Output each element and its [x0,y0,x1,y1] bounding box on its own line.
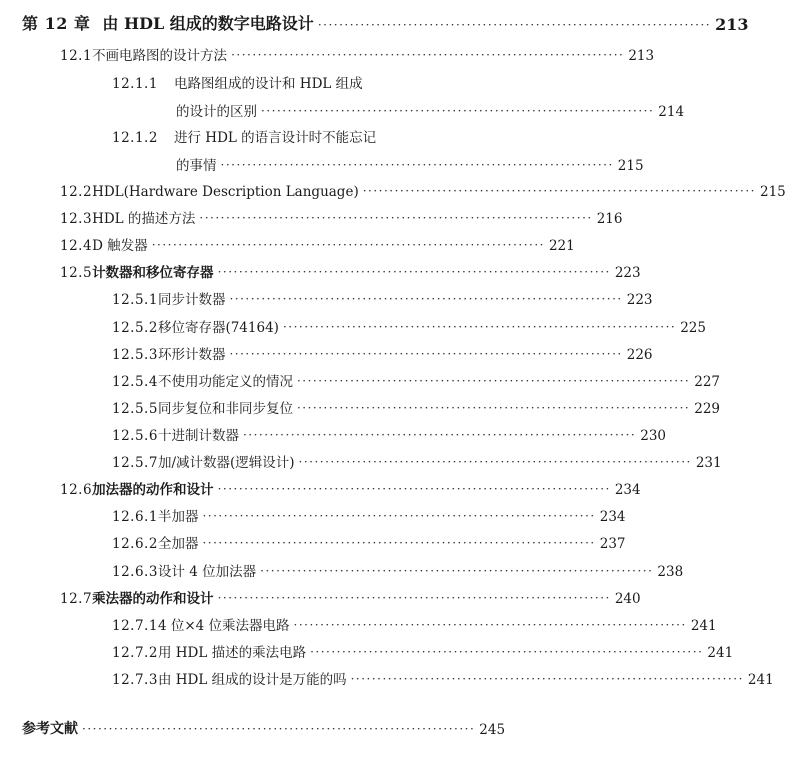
toc-entry-12-7-1[interactable] [112,610,717,634]
entry-title: 同步复位和非同步复位 [157,401,293,417]
entry-title-cont: 的事情 [176,158,217,174]
chapter-heading [22,10,749,34]
entry-number: 12.4 [60,238,93,254]
entry-number: 12.1.1 [112,76,158,92]
bibliography-title: 参考文献 [22,721,78,737]
chapter-title: 由 HDL 组成的数字电路设计 [102,14,314,33]
toc-entry-12-5-3[interactable] [112,339,653,363]
entry-number: 12.5.2 [112,320,158,336]
leader-dots: ·········································································· [242,428,637,442]
toc-entry-12-5-1[interactable] [112,284,653,308]
entry-number: 12.5 [60,265,93,281]
entry-page: 215 [760,184,786,200]
leader-dots: ·········································································· [229,347,623,361]
leader-dots: ·········································································· [229,292,623,306]
leader-dots: ·········································································· [199,211,593,225]
leader-dots: ·········································································· [220,158,614,172]
entry-page: 234 [599,509,626,525]
toc-entry-12-2[interactable] [60,176,786,200]
entry-title: 4 位×4 位乘法器电路 [157,618,290,634]
toc-entry-12-6-2[interactable] [112,528,626,552]
leader-dots: ·········································································· [202,509,596,523]
entry-title: 半加器 [157,509,199,525]
leader-dots: ·········································································· [310,645,704,659]
entry-page: 231 [695,455,722,471]
entry-page: 221 [548,238,575,254]
toc-entry-12-1-2[interactable] [112,122,476,146]
entry-page: 241 [707,645,734,661]
leader-dots: ·········································································· [298,455,692,469]
entry-number: 12.5.4 [112,374,158,390]
entry-title: 不使用功能定义的情况 [157,374,293,390]
toc-entry-12-5-6[interactable] [112,420,667,444]
leader-dots: ·········································································· [217,482,611,496]
toc-entry-12-6-3[interactable] [112,556,684,580]
entry-number: 12.6.2 [112,536,158,552]
toc-entry-12-1-2-cont[interactable] [176,150,644,174]
entry-page: 214 [658,104,685,120]
entry-title: HDL(Hardware Description Language) [92,184,359,200]
entry-number: 12.5.6 [112,428,158,444]
entry-title: 由 HDL 组成的设计是万能的吗 [157,672,347,688]
entry-title: 同步计数器 [157,292,226,308]
leader-dots: ·········································································· [261,104,655,118]
entry-number: 12.7.1 [112,618,158,634]
leader-dots: ·········································································· [260,564,654,578]
leader-dots: ·········································································· [350,672,744,686]
entry-page: 238 [657,564,684,580]
toc-entry-12-7-2[interactable] [112,637,734,661]
entry-number: 12.6.3 [112,564,158,580]
leader-dots: ·········································································· [151,238,545,252]
entry-title: HDL 的描述方法 [92,211,196,227]
chapter-number: 第 12 章 [22,14,91,33]
leader-dots: ·········································································· [293,618,687,632]
entry-number: 12.2 [60,184,93,200]
bibliography-page: 245 [479,722,506,738]
leader-dots: ·········································································· [282,320,677,334]
entry-number: 12.5.7 [112,455,158,471]
leader-dots: ·········································································· [231,48,625,62]
entry-page: 237 [599,536,626,552]
leader-dots: ·········································································· [202,536,596,550]
toc-entry-12-5-4[interactable] [112,366,721,390]
entry-title: 设计 4 位加法器 [157,564,257,580]
entry-page: 216 [596,211,623,227]
entry-title: 全加器 [157,536,199,552]
entry-page: 229 [694,401,721,417]
entry-page: 230 [640,428,667,444]
entry-page: 213 [628,48,655,64]
entry-page: 241 [747,672,774,688]
toc-entry-12-1-1-cont[interactable] [176,96,685,120]
entry-number: 12.5.1 [112,292,158,308]
entry-number: 12.1.2 [112,130,158,146]
entry-page: 225 [680,320,706,336]
entry-number: 12.3 [60,211,93,227]
toc-entry-12-7[interactable] [60,583,641,607]
entry-title: 移位寄存器(74164) [157,320,279,336]
toc-entry-12-1-1[interactable] [112,68,476,92]
entry-title: 十进制计数器 [157,428,239,444]
entry-page: 241 [690,618,717,634]
entry-title: D 触发器 [92,238,148,254]
toc-entry-12-5[interactable] [60,257,641,281]
entry-number: 12.5.5 [112,401,158,417]
toc-entry-12-5-2[interactable] [112,312,706,336]
entry-number: 12.6.1 [112,509,158,525]
toc-entry-bibliography[interactable] [22,714,506,738]
entry-title: 加法器的动作和设计 [92,482,214,498]
chapter-page: 213 [715,15,749,34]
toc-entry-12-3[interactable] [60,203,623,227]
entry-number: 12.1 [60,48,93,64]
toc-entry-12-5-7[interactable] [112,447,722,471]
entry-page: 223 [626,292,653,308]
entry-page: 215 [617,158,644,174]
entry-title: 电路图组成的设计和 HDL 组成 [174,76,363,92]
entry-page: 223 [614,265,641,281]
entry-number: 12.5.3 [112,347,158,363]
entry-number: 12.7.3 [112,672,158,688]
entry-page: 240 [614,591,641,607]
leader-dots: ·········································································· [217,591,611,605]
entry-number: 12.6 [60,482,93,498]
toc-entry-12-6[interactable] [60,474,641,498]
entry-title: 计数器和移位寄存器 [92,265,214,281]
entry-title: 环形计数器 [157,347,226,363]
toc-entry-12-1[interactable] [60,40,655,64]
entry-page: 234 [614,482,641,498]
entry-title-cont: 的设计的区别 [176,104,257,120]
toc-entry-12-5-5[interactable] [112,393,721,417]
entry-title: 不画电路图的设计方法 [92,48,228,64]
entry-page: 226 [626,347,653,363]
entry-number: 12.7.2 [112,645,158,661]
entry-title: 乘法器的动作和设计 [92,591,214,607]
toc-entry-12-6-1[interactable] [112,501,626,525]
entry-number: 12.7 [60,591,93,607]
entry-title: 加/减计数器(逻辑设计) [157,455,295,471]
leader-dots: ·········································································· [296,401,691,415]
entry-title: 用 HDL 描述的乘法电路 [157,645,307,661]
toc-entry-12-7-3[interactable] [112,664,774,688]
leader-dots: ·········································································· [362,184,756,198]
leader-dots: ·········································································· [296,374,691,388]
toc-entry-12-4[interactable] [60,230,575,254]
leader-dots: ·········································································· [217,265,611,279]
entry-page: 227 [694,374,721,390]
leader-dots: ·········································································· [82,722,476,736]
entry-title: 进行 HDL 的语言设计时不能忘记 [174,130,377,146]
leader-dots: ·········································································· [317,18,712,32]
